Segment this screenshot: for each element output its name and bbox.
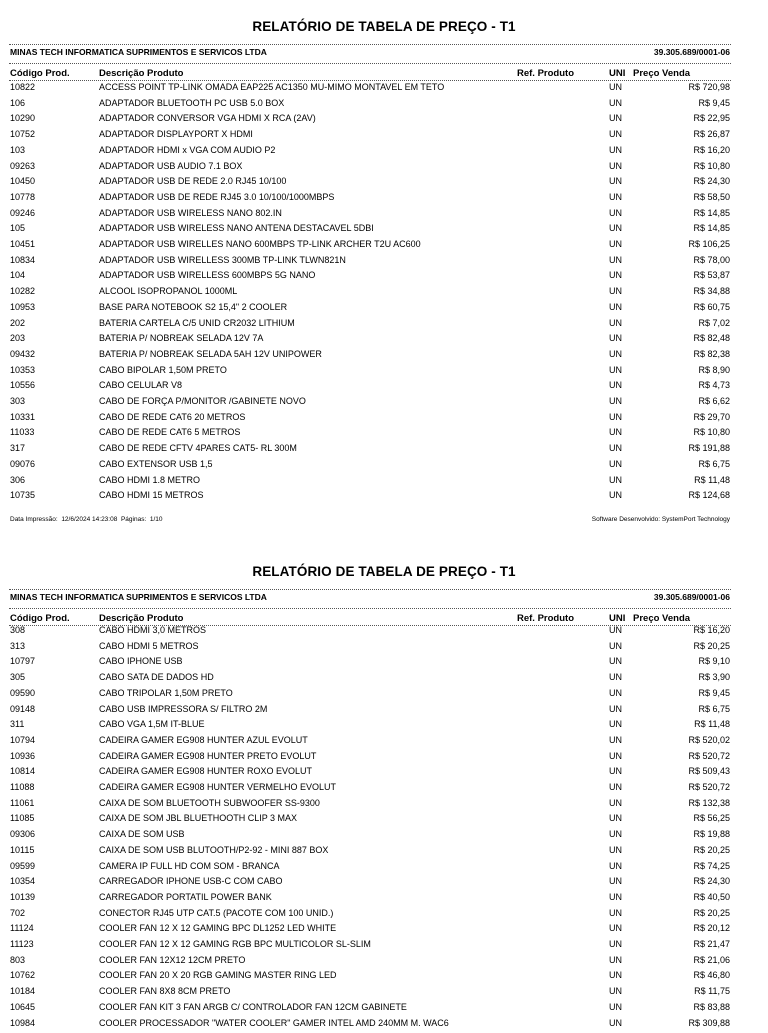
column-header-ref: Ref. Produto [517, 613, 574, 624]
column-header-description: Descrição Produto [99, 68, 184, 79]
product-code: 09148 [10, 703, 36, 714]
product-code: 10822 [10, 82, 36, 92]
product-code: 10936 [10, 750, 36, 761]
product-unit: UN [609, 144, 622, 155]
print-date: 12/6/2024 14:23:08 [61, 516, 118, 523]
product-description: CABO HDMI 15 METROS [99, 490, 204, 501]
table-row [0, 798, 768, 813]
product-unit: UN [609, 176, 622, 187]
table-row [0, 735, 768, 750]
table-row [0, 766, 768, 781]
product-price: R$ 520,02 [688, 734, 730, 745]
product-code: 10353 [10, 364, 36, 375]
product-unit: UN [609, 427, 622, 438]
product-price: R$ 20,12 [693, 923, 730, 934]
print-date-label: Data Impressão: [10, 516, 58, 523]
table-row [0, 1018, 768, 1033]
table-row [0, 986, 768, 1001]
product-description: CABO BIPOLAR 1,50M PRETO [99, 364, 227, 375]
product-description: COOLER FAN 12X12 12CM PRETO [99, 954, 246, 965]
product-unit: UN [609, 474, 622, 485]
product-description: BATERIA P/ NOBREAK SELADA 5AH 12V UNIPOWER [99, 348, 322, 359]
product-description: ALCOOL ISOPROPANOL 1000ML [99, 286, 238, 297]
product-description: CAMERA IP FULL HD COM SOM - BRANCA [99, 860, 280, 871]
table-row [0, 813, 768, 828]
table-row [0, 939, 768, 954]
product-price: R$ 9,45 [698, 687, 730, 698]
product-price: R$ 520,72 [688, 750, 730, 761]
product-description: COOLER PROCESSADOR "WATER COOLER" GAMER INTEL AMD 240MM M. WAC6 [99, 1017, 449, 1028]
product-unit: UN [609, 625, 622, 635]
product-unit: UN [609, 970, 622, 981]
table-row [0, 286, 768, 301]
product-unit: UN [609, 364, 622, 375]
product-unit: UN [609, 782, 622, 792]
product-description: CABO SATA DE DADOS HD [99, 672, 214, 683]
product-code: 803 [10, 954, 26, 965]
product-code: 11088 [10, 782, 35, 792]
product-unit: UN [609, 348, 622, 359]
product-unit: UN [609, 270, 622, 281]
product-code: 306 [10, 474, 26, 485]
column-header-price: Preço Venda [633, 613, 691, 624]
table-row [0, 270, 768, 285]
product-description: ADAPTADOR USB WIRELESS NANO 802.IN [99, 207, 282, 218]
product-unit: UN [609, 333, 622, 344]
product-price: R$ 60,75 [693, 301, 730, 312]
product-unit: UN [609, 490, 622, 501]
product-price: R$ 34,88 [693, 286, 730, 297]
product-code: 104 [10, 270, 26, 281]
product-code: 09076 [10, 458, 36, 469]
product-unit: UN [609, 113, 622, 124]
product-price: R$ 191,88 [688, 443, 730, 454]
product-code: 308 [10, 625, 26, 635]
table-row [0, 908, 768, 923]
product-code: 311 [10, 719, 25, 730]
table-row [0, 396, 768, 411]
product-description: BATERIA CARTELA C/5 UNID CR2032 LITHIUM [99, 317, 295, 328]
product-price: R$ 78,00 [693, 254, 730, 265]
product-unit: UN [609, 317, 622, 328]
product-price: R$ 82,48 [693, 333, 730, 344]
product-description: ADAPTADOR BLUETOOTH PC USB 5.0 BOX [99, 97, 285, 108]
product-price: R$ 82,38 [693, 348, 730, 359]
product-code: 10762 [10, 970, 36, 981]
product-price: R$ 11,48 [694, 474, 730, 485]
product-description: CABO DE FORÇA P/MONITOR /GABINETE NOVO [99, 396, 306, 406]
table-row [0, 82, 768, 97]
table-row [0, 475, 768, 490]
product-unit: UN [609, 750, 622, 761]
product-code: 317 [10, 443, 26, 454]
product-price: R$ 8,90 [698, 364, 730, 375]
table-row [0, 412, 768, 427]
product-description: ADAPTADOR USB WIRELLES NANO 600MBPS TP-LINK ARCHER T2U AC600 [99, 239, 421, 249]
table-row [0, 625, 768, 640]
product-code: 11033 [10, 427, 35, 438]
product-price: R$ 14,85 [693, 207, 730, 218]
product-code: 203 [10, 333, 26, 344]
column-header-unit: UNI [609, 613, 626, 624]
column-header-price: Preço Venda [633, 68, 691, 79]
product-description: COOLER FAN 8X8 8CM PRETO [99, 986, 231, 997]
product-unit: UN [609, 1001, 622, 1012]
product-unit: UN [609, 411, 622, 422]
product-price: R$ 83,88 [693, 1001, 730, 1012]
table-row [0, 970, 768, 985]
product-unit: UN [609, 160, 622, 171]
product-code: 10331 [10, 411, 36, 422]
product-price: R$ 40,50 [693, 891, 730, 902]
product-description: CABO DE REDE CFTV 4PARES CAT5- RL 300M [99, 443, 297, 454]
product-description: COOLER FAN 12 X 12 GAMING BPC DL1252 LED WHITE [99, 923, 337, 934]
table-row [0, 427, 768, 442]
product-price: R$ 9,10 [698, 656, 730, 667]
product-price: R$ 20,25 [693, 907, 730, 918]
table-row [0, 255, 768, 270]
product-description: CABO VGA 1,5M IT-BLUE [99, 719, 205, 730]
product-unit: UN [609, 719, 622, 730]
product-price: R$ 132,38 [688, 797, 730, 808]
product-code: 09246 [10, 207, 36, 218]
product-description: COOLER FAN KIT 3 FAN ARGB C/ CONTROLADOR FAN 12CM GABINETE [99, 1001, 407, 1012]
product-unit: UN [609, 860, 622, 871]
product-code: 10984 [10, 1017, 36, 1028]
product-description: CABO HDMI 5 METROS [99, 640, 199, 651]
product-code: 10556 [10, 380, 36, 391]
product-price: R$ 520,72 [688, 782, 730, 792]
product-unit: UN [609, 687, 622, 698]
product-description: CABO IPHONE USB [99, 656, 183, 667]
product-price: R$ 21,47 [693, 939, 730, 949]
product-description: CONECTOR RJ45 UTP CAT.5 (PACOTE COM 100 UNID.) [99, 907, 334, 918]
product-description: ADAPTADOR USB WIRELLESS 600MBPS 5G NANO [99, 270, 316, 281]
report-title: RELATÓRIO DE TABELA DE PREÇO - T1 [252, 19, 516, 34]
product-price: R$ 56,25 [693, 813, 730, 824]
product-price: R$ 124,68 [688, 490, 730, 501]
product-unit: UN [609, 703, 622, 714]
product-code: 305 [10, 672, 26, 683]
product-unit: UN [609, 82, 622, 92]
print-info [10, 516, 163, 523]
column-header-unit: UNI [609, 68, 626, 79]
product-code: 09432 [10, 348, 36, 359]
product-code: 105 [10, 223, 26, 234]
product-description: CABO HDMI 1.8 METRO [99, 474, 201, 485]
table-row [0, 113, 768, 128]
product-price: R$ 10,80 [693, 160, 730, 171]
product-unit: UN [609, 672, 622, 683]
divider [9, 80, 731, 81]
company-name: MINAS TECH INFORMATICA SUPRIMENTOS E SERVICOS LTDA [10, 592, 267, 602]
table-row [0, 161, 768, 176]
product-price: R$ 53,87 [693, 270, 730, 281]
product-price: R$ 16,20 [693, 625, 730, 635]
product-description: ADAPTADOR USB WIRELESS NANO ANTENA DESTACAVEL 5DBI [99, 223, 374, 234]
product-price: R$ 10,80 [693, 427, 730, 438]
product-price: R$ 6,62 [698, 396, 730, 406]
company-cnpj: 39.305.689/0001-06 [653, 47, 730, 57]
product-unit: UN [609, 939, 622, 949]
table-row [0, 380, 768, 395]
product-description: CABO DE REDE CAT6 5 METROS [99, 427, 241, 438]
table-row [0, 192, 768, 207]
product-unit: UN [609, 876, 622, 887]
column-header-code: Código Prod. [10, 68, 70, 79]
product-code: 10953 [10, 301, 36, 312]
product-unit: UN [609, 829, 622, 840]
table-row [0, 223, 768, 238]
product-description: BASE PARA NOTEBOOK S2 15,4" 2 COOLER [99, 301, 288, 312]
product-price: R$ 509,43 [688, 766, 730, 777]
product-code: 103 [10, 144, 26, 155]
product-code: 09263 [10, 160, 36, 171]
product-description: CABO TRIPOLAR 1,50M PRETO [99, 687, 233, 698]
table-row [0, 688, 768, 703]
product-code: 10450 [10, 176, 36, 187]
product-price: R$ 22,95 [693, 113, 730, 124]
product-description: COOLER FAN 12 X 12 GAMING RGB BPC MULTICOLOR SL-SLIM [99, 939, 371, 949]
product-price: R$ 74,25 [693, 860, 730, 871]
product-description: CARREGADOR PORTATIL POWER BANK [99, 891, 272, 902]
product-description: CADEIRA GAMER EG908 HUNTER ROXO EVOLUT [99, 766, 313, 777]
product-unit: UN [609, 191, 622, 202]
table-row [0, 98, 768, 113]
product-price: R$ 6,75 [698, 458, 730, 469]
product-unit: UN [609, 813, 622, 824]
software-credit: Software Desenvolvido: SystemPort Technology [591, 516, 730, 523]
table-row [0, 239, 768, 254]
product-price: R$ 309,88 [688, 1017, 730, 1028]
table-row [0, 459, 768, 474]
product-description: CARREGADOR IPHONE USB-C COM CABO [99, 876, 283, 887]
product-unit: UN [609, 954, 622, 965]
table-row [0, 861, 768, 876]
pages-value: 1/10 [149, 516, 163, 523]
table-row [0, 443, 768, 458]
product-unit: UN [609, 380, 622, 391]
product-code: 09306 [10, 829, 36, 840]
product-description: ADAPTADOR USB AUDIO 7.1 BOX [99, 160, 243, 171]
product-unit: UN [609, 301, 622, 312]
report-title: RELATÓRIO DE TABELA DE PREÇO - T1 [252, 564, 516, 579]
table-row [0, 672, 768, 687]
product-code: 11123 [10, 939, 34, 949]
product-description: ADAPTADOR CONVERSOR VGA HDMI X RCA (2AV) [99, 113, 316, 124]
product-unit: UN [609, 458, 622, 469]
product-unit: UN [609, 129, 622, 140]
table-row [0, 782, 768, 797]
product-code: 10354 [10, 876, 36, 887]
table-row [0, 333, 768, 348]
product-description: CAIXA DE SOM JBL BLUETHOOTH CLIP 3 MAX [99, 813, 298, 824]
product-code: 702 [10, 907, 26, 918]
product-code: 10752 [10, 129, 36, 140]
table-row [0, 318, 768, 333]
product-unit: UN [609, 907, 622, 918]
table-row [0, 129, 768, 144]
product-price: R$ 29,70 [693, 411, 730, 422]
product-price: R$ 11,75 [694, 986, 730, 997]
product-code: 10735 [10, 490, 36, 501]
product-unit: UN [609, 254, 622, 265]
product-code: 10451 [10, 239, 36, 249]
product-description: CABO EXTENSOR USB 1,5 [99, 458, 213, 469]
product-description: CABO CELULAR V8 [99, 380, 183, 391]
table-row [0, 845, 768, 860]
product-unit: UN [609, 844, 622, 855]
table-row [0, 641, 768, 656]
product-code: 10139 [10, 891, 36, 902]
table-row [0, 892, 768, 907]
table-row [0, 876, 768, 891]
product-code: 10794 [10, 734, 36, 745]
table-row [0, 302, 768, 317]
product-unit: UN [609, 656, 622, 667]
table-row [0, 176, 768, 191]
product-code: 11124 [10, 923, 34, 934]
product-code: 10115 [10, 844, 35, 855]
product-price: R$ 20,25 [693, 844, 730, 855]
product-price: R$ 9,45 [698, 97, 730, 108]
product-code: 10778 [10, 191, 36, 202]
product-code: 09590 [10, 687, 36, 698]
product-price: R$ 16,20 [693, 144, 730, 155]
product-unit: UN [609, 97, 622, 108]
product-description: CABO DE REDE CAT6 20 METROS [99, 411, 246, 422]
divider [9, 63, 731, 64]
product-price: R$ 19,88 [693, 829, 730, 840]
product-code: 09599 [10, 860, 36, 871]
product-description: CADEIRA GAMER EG908 HUNTER AZUL EVOLUT [99, 734, 308, 745]
table-row [0, 349, 768, 364]
product-description: ADAPTADOR HDMI x VGA COM AUDIO P2 [99, 144, 276, 155]
product-code: 202 [10, 317, 26, 328]
product-code: 10797 [10, 656, 36, 667]
product-description: CADEIRA GAMER EG908 HUNTER VERMELHO EVOLUT [99, 782, 337, 792]
product-price: R$ 7,02 [698, 317, 730, 328]
product-code: 10834 [10, 254, 36, 265]
product-price: R$ 720,98 [688, 82, 730, 92]
column-header-ref: Ref. Produto [517, 68, 574, 79]
product-description: BATERIA P/ NOBREAK SELADA 12V 7A [99, 333, 264, 344]
pages-label: Páginas: [120, 516, 147, 523]
product-unit: UN [609, 1017, 622, 1028]
product-code: 10184 [10, 986, 36, 997]
product-price: R$ 58,50 [693, 191, 730, 202]
column-header-code: Código Prod. [10, 613, 70, 624]
product-unit: UN [609, 891, 622, 902]
product-description: CAIXA DE SOM USB BLUTOOTH/P2-92 - MINI 887 BOX [99, 844, 329, 855]
product-unit: UN [609, 734, 622, 745]
table-row [0, 719, 768, 734]
product-unit: UN [609, 797, 622, 808]
product-price: R$ 21,06 [693, 954, 730, 965]
product-description: CABO HDMI 3,0 METROS [99, 625, 207, 635]
product-price: R$ 46,80 [693, 970, 730, 981]
company-name: MINAS TECH INFORMATICA SUPRIMENTOS E SERVICOS LTDA [10, 47, 267, 57]
product-code: 10645 [10, 1001, 36, 1012]
product-description: CAIXA DE SOM USB [99, 829, 185, 840]
product-unit: UN [609, 443, 622, 454]
product-unit: UN [609, 766, 622, 777]
table-row [0, 829, 768, 844]
product-description: CABO USB IMPRESSORA S/ FILTRO 2M [99, 703, 268, 714]
product-code: 10814 [10, 766, 36, 777]
table-row [0, 365, 768, 380]
divider [9, 44, 731, 45]
product-price: R$ 6,75 [698, 703, 730, 714]
divider [9, 589, 731, 590]
product-unit: UN [609, 396, 622, 406]
table-row [0, 145, 768, 160]
product-unit: UN [609, 640, 622, 651]
product-code: 11085 [10, 813, 35, 824]
product-price: R$ 11,48 [694, 719, 730, 730]
table-row [0, 490, 768, 505]
product-description: CADEIRA GAMER EG908 HUNTER PRETO EVOLUT [99, 750, 317, 761]
product-price: R$ 20,25 [693, 640, 730, 651]
product-description: ADAPTADOR USB WIRELLESS 300MB TP-LINK TLWN821N [99, 254, 346, 265]
table-row [0, 751, 768, 766]
product-code: 303 [10, 396, 26, 406]
product-code: 313 [10, 640, 26, 651]
product-price: R$ 3,90 [698, 672, 730, 683]
product-code: 10290 [10, 113, 36, 124]
product-price: R$ 106,25 [688, 239, 730, 249]
table-row [0, 923, 768, 938]
product-code: 11061 [10, 797, 35, 808]
product-description: ADAPTADOR USB DE REDE 2.0 RJ45 10/100 [99, 176, 287, 187]
product-unit: UN [609, 923, 622, 934]
company-cnpj: 39.305.689/0001-06 [653, 592, 730, 602]
product-description: ACCESS POINT TP-LINK OMADA EAP225 AC1350 MU-MIMO MONTAVEL EM TETO [99, 82, 445, 92]
product-unit: UN [609, 239, 622, 249]
table-row [0, 955, 768, 970]
table-row [0, 1002, 768, 1017]
table-row [0, 704, 768, 719]
product-description: COOLER FAN 20 X 20 RGB GAMING MASTER RING LED [99, 970, 337, 981]
product-description: ADAPTADOR DISPLAYPORT X HDMI [99, 129, 253, 140]
product-description: CAIXA DE SOM BLUETOOTH SUBWOOFER SS-9300 [99, 797, 320, 808]
product-price: R$ 24,30 [693, 876, 730, 887]
product-price: R$ 4,73 [698, 380, 730, 391]
table-row [0, 208, 768, 223]
product-price: R$ 24,30 [693, 176, 730, 187]
product-price: R$ 14,85 [693, 223, 730, 234]
product-code: 106 [10, 97, 26, 108]
product-unit: UN [609, 986, 622, 997]
product-code: 10282 [10, 286, 36, 297]
table-row [0, 656, 768, 671]
product-price: R$ 26,87 [693, 129, 730, 140]
product-unit: UN [609, 207, 622, 218]
product-unit: UN [609, 223, 622, 234]
product-unit: UN [609, 286, 622, 297]
column-header-description: Descrição Produto [99, 613, 184, 624]
divider [9, 608, 731, 609]
product-description: ADAPTADOR USB DE REDE RJ45 3.0 10/100/1000MBPS [99, 191, 335, 202]
